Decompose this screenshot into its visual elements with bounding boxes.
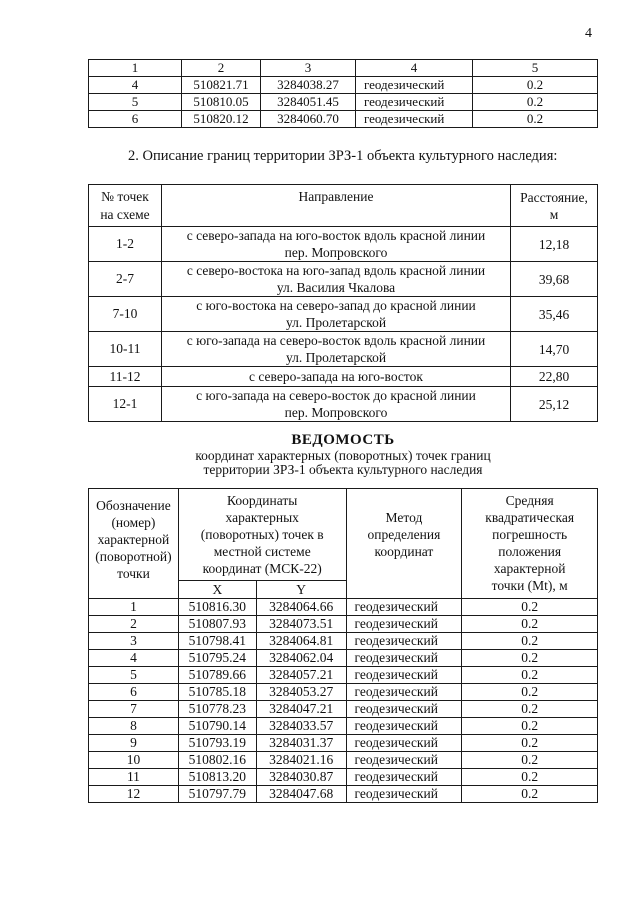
table-body — [89, 599, 598, 803]
y-coordinate: 3284047.68 — [256, 786, 346, 803]
page-number: 4 — [585, 26, 592, 41]
table-header-row — [89, 60, 598, 77]
table-row — [89, 367, 598, 387]
x-coordinate: 510785.18 — [178, 684, 256, 701]
error-value: 0.2 — [473, 111, 598, 128]
error-value: 0.2 — [462, 718, 598, 735]
y-coordinate: 3284057.21 — [256, 667, 346, 684]
distance-cell: 39,68 — [511, 262, 598, 297]
y-coordinate: 3284053.27 — [256, 684, 346, 701]
table-row — [89, 297, 598, 332]
x-coordinate: 510798.41 — [178, 633, 256, 650]
method: геодезический — [346, 701, 462, 718]
table-row — [89, 786, 598, 803]
table-row — [89, 718, 598, 735]
x-coordinate: 510810.05 — [182, 94, 261, 111]
x-coordinate: 510795.24 — [178, 650, 256, 667]
table-row — [89, 735, 598, 752]
point-number: 4 — [89, 77, 182, 94]
error-value: 0.2 — [462, 752, 598, 769]
y-coordinate: 3284051.45 — [261, 94, 356, 111]
table-row — [89, 701, 598, 718]
direction-header: Направление — [162, 185, 511, 227]
column-number: 5 — [473, 60, 598, 77]
direction-cell: с северо-запада на юго-восток — [162, 367, 511, 387]
error-value: 0.2 — [462, 616, 598, 633]
column-number: 1 — [89, 60, 182, 77]
table-row — [89, 769, 598, 786]
distance-cell: 14,70 — [511, 332, 598, 367]
point-number: 5 — [89, 667, 179, 684]
x-coordinate: 510816.30 — [178, 599, 256, 616]
y-coordinate: 3284060.70 — [261, 111, 356, 128]
error-value: 0.2 — [462, 701, 598, 718]
direction-cell: с юго-востока на северо-запад до красной линии ул. Пролетарской — [162, 297, 511, 332]
method: геодезический — [346, 786, 462, 803]
table-row — [89, 227, 598, 262]
point-number: 6 — [89, 684, 179, 701]
method: геодезический — [346, 752, 462, 769]
document-subtitle: территории ЗРЗ-1 объекта культурного наследия — [203, 462, 483, 477]
method: геодезический — [356, 111, 473, 128]
method: геодезический — [346, 599, 462, 616]
y-coordinate: 3284038.27 — [261, 77, 356, 94]
method: геодезический — [356, 77, 473, 94]
distance-cell: 25,12 — [511, 387, 598, 422]
y-coordinate: 3284030.87 — [256, 769, 346, 786]
x-coordinate: 510802.16 — [178, 752, 256, 769]
method: геодезический — [346, 633, 462, 650]
table-row — [89, 111, 598, 128]
column-number: 4 — [356, 60, 473, 77]
method: геодезический — [346, 650, 462, 667]
error-value: 0.2 — [462, 667, 598, 684]
x-header: X — [178, 581, 256, 599]
coordinates-header: Координаты характерных (поворотных) точек в местной системе координат (МСК-22) — [178, 489, 346, 581]
points-cell: 10-11 — [89, 332, 162, 367]
point-number: 1 — [89, 599, 179, 616]
y-coordinate: 3284031.37 — [256, 735, 346, 752]
error-value: 0.2 — [462, 633, 598, 650]
x-coordinate: 510778.23 — [178, 701, 256, 718]
point-number: 5 — [89, 94, 182, 111]
table-row — [89, 599, 598, 616]
document-subtitle: координат характерных (поворотных) точек границ — [195, 448, 491, 463]
x-coordinate: 510793.19 — [178, 735, 256, 752]
point-number: 9 — [89, 735, 179, 752]
x-coordinate: 510790.14 — [178, 718, 256, 735]
table-header-row — [89, 185, 598, 227]
y-coordinate: 3284064.66 — [256, 599, 346, 616]
error-value: 0.2 — [462, 650, 598, 667]
error-value: 0.2 — [462, 769, 598, 786]
borders-description-table — [88, 184, 598, 422]
error-value: 0.2 — [473, 77, 598, 94]
x-coordinate: 510789.66 — [178, 667, 256, 684]
distance-header: Расстояние, м — [511, 185, 598, 227]
y-coordinate: 3284062.04 — [256, 650, 346, 667]
direction-cell: с юго-запада на северо-восток вдоль красной линии ул. Пролетарской — [162, 332, 511, 367]
point-number: 10 — [89, 752, 179, 769]
points-cell: 7-10 — [89, 297, 162, 332]
column-number: 3 — [261, 60, 356, 77]
point-number: 11 — [89, 769, 179, 786]
error-value: 0.2 — [473, 94, 598, 111]
table-row — [89, 387, 598, 422]
document-title: ВЕДОМОСТЬ — [291, 432, 395, 448]
vedomost-title-block — [88, 432, 598, 477]
points-cell: 11-12 — [89, 367, 162, 387]
method: геодезический — [346, 667, 462, 684]
direction-cell: с юго-запада на северо-восток до красной линии пер. Мопровского — [162, 387, 511, 422]
y-coordinate: 3284033.57 — [256, 718, 346, 735]
y-coordinate: 3284047.21 — [256, 701, 346, 718]
point-number: 6 — [89, 111, 182, 128]
x-coordinate: 510797.79 — [178, 786, 256, 803]
y-coordinate: 3284073.51 — [256, 616, 346, 633]
x-coordinate: 510821.71 — [182, 77, 261, 94]
table-row — [89, 77, 598, 94]
point-number: 4 — [89, 650, 179, 667]
point-number: 7 — [89, 701, 179, 718]
table-row — [89, 650, 598, 667]
points-cell: 2-7 — [89, 262, 162, 297]
error-value: 0.2 — [462, 599, 598, 616]
table-row — [89, 262, 598, 297]
table-row — [89, 616, 598, 633]
distance-cell: 22,80 — [511, 367, 598, 387]
y-coordinate: 3284021.16 — [256, 752, 346, 769]
points-cell: 12-1 — [89, 387, 162, 422]
table-row — [89, 332, 598, 367]
table-row — [89, 752, 598, 769]
error-value: 0.2 — [462, 786, 598, 803]
direction-cell: с северо-запада на юго-восток вдоль красной линии пер. Мопровского — [162, 227, 511, 262]
vedomost-coordinates-table — [88, 488, 598, 803]
x-coordinate: 510813.20 — [178, 769, 256, 786]
direction-cell: с северо-востока на юго-запад вдоль красной линии ул. Василия Чкалова — [162, 262, 511, 297]
table-header-row — [89, 489, 598, 581]
table-row — [89, 667, 598, 684]
section-heading: 2. Описание границ территории ЗРЗ-1 объекта культурного наследия: — [128, 148, 558, 164]
y-coordinate: 3284064.81 — [256, 633, 346, 650]
method: геодезический — [346, 616, 462, 633]
coordinates-table-continuation — [88, 59, 598, 128]
error-value: 0.2 — [462, 684, 598, 701]
method: геодезический — [346, 735, 462, 752]
y-header: Y — [256, 581, 346, 599]
point-designation-header: Обозначение (номер) характерной (поворотной) точки — [89, 489, 179, 599]
points-cell: 1-2 — [89, 227, 162, 262]
method: геодезический — [356, 94, 473, 111]
method: геодезический — [346, 769, 462, 786]
x-coordinate: 510807.93 — [178, 616, 256, 633]
distance-cell: 35,46 — [511, 297, 598, 332]
method-header: Метод определения координат — [346, 489, 462, 599]
error-value: 0.2 — [462, 735, 598, 752]
points-header: № точек на схеме — [89, 185, 162, 227]
table-row — [89, 633, 598, 650]
method: геодезический — [346, 718, 462, 735]
error-header: Средняя квадратическая погрешность положения характерной точки (Mt), м — [462, 489, 598, 599]
x-coordinate: 510820.12 — [182, 111, 261, 128]
table-row — [89, 94, 598, 111]
distance-cell: 12,18 — [511, 227, 598, 262]
point-number: 12 — [89, 786, 179, 803]
column-number: 2 — [182, 60, 261, 77]
point-number: 8 — [89, 718, 179, 735]
point-number: 3 — [89, 633, 179, 650]
point-number: 2 — [89, 616, 179, 633]
table-row — [89, 684, 598, 701]
method: геодезический — [346, 684, 462, 701]
